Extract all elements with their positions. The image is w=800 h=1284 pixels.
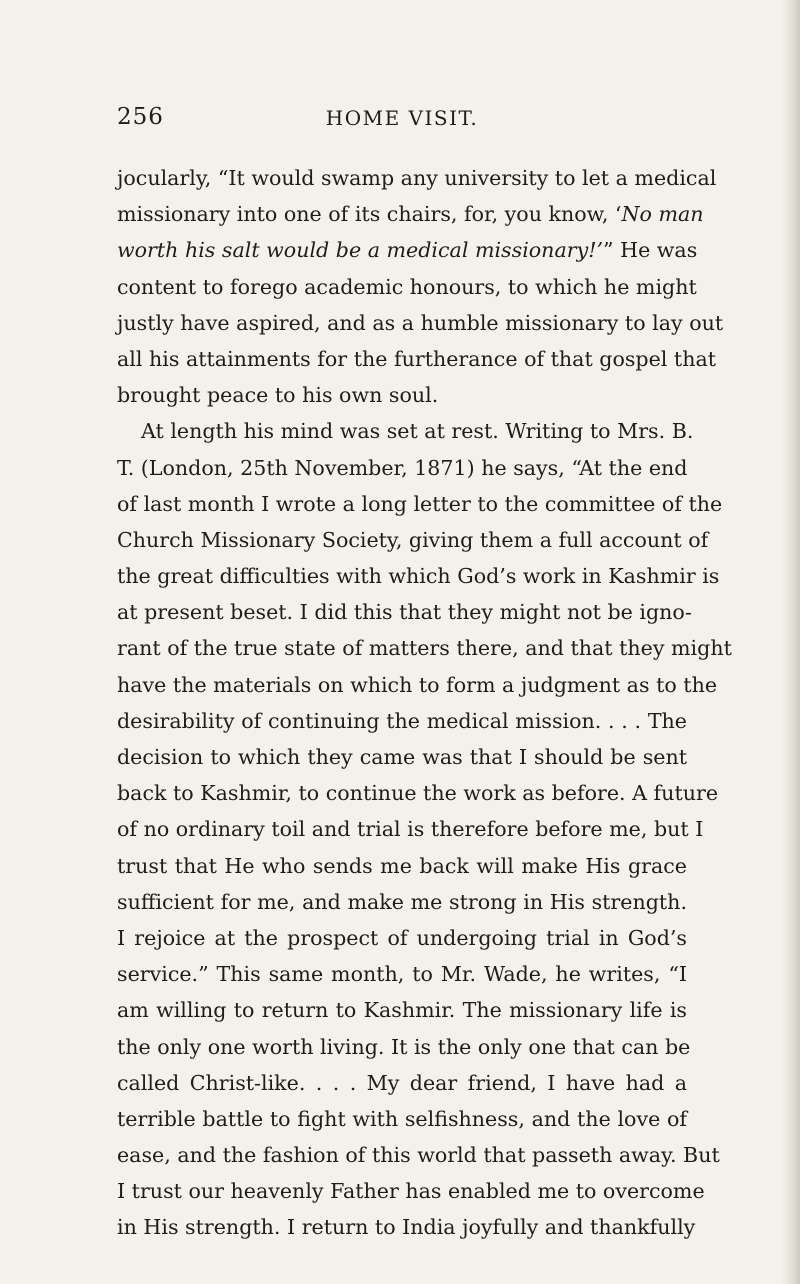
text-line: justly have aspired, and as a humble missionary to lay out <box>117 310 724 335</box>
text-line: I rejoice at the prospect of undergoing trial in God’s <box>117 925 687 950</box>
text-line: in His strength. I return to India joyfully and thankfully <box>117 1215 696 1240</box>
text-line: rant of the true state of matters there, and that they might <box>117 636 732 661</box>
running-head <box>117 104 687 136</box>
text-line: terrible battle to fight with selfishness, and the love of <box>117 1106 687 1131</box>
text-line: brought peace to his own soul. <box>117 383 439 408</box>
page-edge-shadow <box>782 0 800 1284</box>
text-line: decision to which they came was that I should be sent <box>117 745 687 769</box>
text-run: ” He was <box>603 238 698 263</box>
text-line: of no ordinary toil and trial is therefore before me, but I <box>117 817 704 842</box>
text-line: ease, and the fashion of this world that passeth away. But <box>117 1143 720 1168</box>
body-text <box>117 160 732 1246</box>
text-line: back to Kashmir, to continue the work as before. A future <box>117 781 719 806</box>
text-line: have the materials on which to form a judgment as to the <box>117 672 718 697</box>
text-run: missionary into one of its chairs, for, you know, ‘ <box>117 202 622 227</box>
text-line: Church Missionary Society, giving them a full account of <box>117 527 709 552</box>
running-title: HOME VISIT. <box>325 106 479 130</box>
text-line-with-italic <box>117 196 704 232</box>
text-line: sufficient for me, and make me strong in His strength. <box>117 889 687 914</box>
text-line: At length his mind was set at rest. Writing to Mrs. B. <box>141 419 694 444</box>
italic-text-run: No man <box>621 202 704 227</box>
text-line: the only one worth living. It is the only one that can be <box>117 1034 691 1059</box>
text-line: the great difficulties with which God’s work in Kashmir is <box>117 564 720 589</box>
text-line: I trust our heavenly Father has enabled me to overcome <box>117 1179 705 1204</box>
text-line: T. (London, 25th November, 1871) he says, “At the end <box>117 455 688 480</box>
text-line: called Christ-like. . . . My dear friend, I have had a <box>117 1070 687 1095</box>
text-line: of last month I wrote a long letter to the committee of the <box>117 491 723 516</box>
text-line: desirability of continuing the medical mission. . . . The <box>117 708 687 733</box>
page-number: 256 <box>117 104 164 130</box>
text-line-with-italic <box>117 232 698 268</box>
text-line: service.” This same month, to Mr. Wade, he writes, “I <box>117 962 687 987</box>
text-line: content to forego academic honours, to which he might <box>117 274 697 299</box>
text-line: trust that He who sends me back will make His grace <box>117 853 687 878</box>
text-line: at present beset. I did this that they might not be igno- <box>117 600 692 625</box>
italic-text-run: worth his salt would be a medical missionary!’ <box>117 238 604 263</box>
text-line: jocularly, “It would swamp any university to let a medical <box>117 166 717 190</box>
text-line: all his attainments for the furtherance of that gospel that <box>117 346 717 371</box>
text-line: am willing to return to Kashmir. The missionary life is <box>117 998 687 1023</box>
